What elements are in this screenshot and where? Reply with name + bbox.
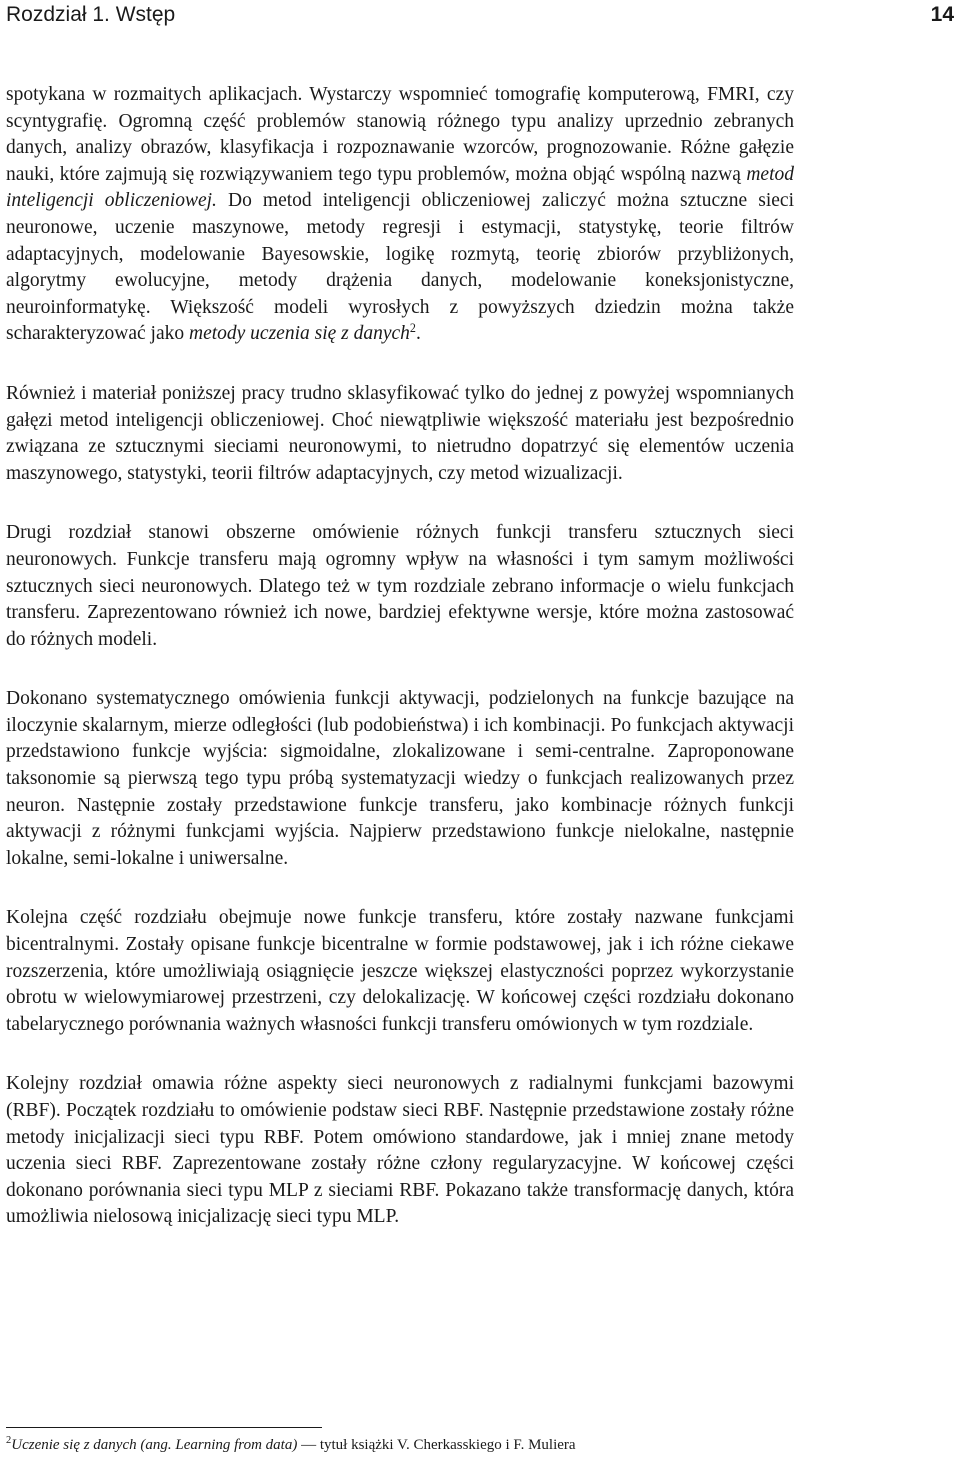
paragraph-1-part-c: . xyxy=(415,323,421,345)
paragraph-4: Dokonano systematycznego omówienia funkcji aktywacji, podzielonych na funkcje bazujące na iloczynie skalarnym, mierze odległości (lub podobieństwa) i ich kombinacji. Po funkcjach aktywacji przedstawiono funkcje wyjścia: sigmoidalne, zlokalizowane i semi-centralne. Zaproponowane taksonomie są pierwszą tego typu próbą systematyzacji wiedzy o funkcjach realizowanych przez neuron. Następnie zostały przedstawione funkcje transferu, jako kombinacje różnych funkcji aktywacji z różnymi funkcjami wyjścia. Najpierw przedstawiono funkcje nielokalne, następnie lokalne, semi-lokalne i uniwersalne. xyxy=(6,688,794,869)
paragraph-3: Drugi rozdział stanowi obszerne omówienie różnych funkcji transferu sztucznych sieci neuronowych. Funkcje transferu mają ogromny wpływ na własności i tym samym możliwości sztucznych sieci neuronowych. Dlatego też w tym rozdziale zebrano informacje o wielu funkcjach transferu. Zaprezentowano również ich nowe, bardziej efektywne wersje, które można zastosować do różnych modeli. xyxy=(6,522,794,650)
paragraph-1-part-b: Do metod inteligencji obliczeniowej zaliczyć można sztuczne sieci neuronowe, uczenie maszynowe, metody regresji i estymacji, statystykę, teorie filtrów adaptacyjnych, modelowanie Bayesowskie, logikę rozmytą, teorię zbiorów przybliżonych, algorytmy ewolucyjne, metody drążenia danych, modelowanie koneksjonistyczne, neuroinformatykę. Większość modeli wyrosłych z powyższych dziedzin można także scharakteryzować jako xyxy=(6,190,794,345)
page-number: 14 xyxy=(930,3,954,26)
term-learning-from-data: metody uczenia się z danych xyxy=(188,323,410,345)
footnote-divider xyxy=(6,1427,322,1428)
paragraph-2: Również i materiał poniższej pracy trudno sklasyfikować tylko do jednej z powyżej wspomnianych gałęzi metod inteligencji obliczeniowej. Choć niewątpliwie większość materiału jest bezpośrednio związana ze sztucznymi sieciami neuronowymi, to nietrudno dopatrzyć się elementów uczenia maszynowego, statystyki, teorii filtrów adaptacyjnych, czy metod wizualizacji. xyxy=(6,382,794,484)
footnote-reference: 2 xyxy=(409,321,416,336)
footnote xyxy=(6,1436,926,1454)
chapter-title: Rozdział 1. Wstęp xyxy=(6,3,176,26)
footnote-text: — tytuł książki V. Cherkasskiego i F. Muliera xyxy=(297,1437,576,1453)
page-header xyxy=(6,2,954,28)
footnote-title: Uczenie się z danych (ang. Learning from data) xyxy=(11,1437,298,1453)
paragraph-5: Kolejna część rozdziału obejmuje nowe funkcje transferu, które zostały nazwane funkcjami bicentralnymi. Zostały opisane funkcje bicentralne w formie podstawowej, jak i ich różne ciekawe rozszerzenia, które umożliwiają osiągnięcie jeszcze większej elastyczności poprzez wykorzystanie obrotu w wielowymiarowej przestrzeni, czy delokalizację. W końcowej części rozdziału dokonano tabelarycznego porównania ważnych własności funkcji transferu omówionych w tym rozdziale. xyxy=(6,907,794,1035)
footnote-mark: 2 xyxy=(6,1435,12,1447)
paragraph-1 xyxy=(6,82,794,348)
term-computational-intelligence: metod inteligencji obliczeniowej. xyxy=(6,163,794,212)
paragraph-1-part-a: spotykana w rozmaitych aplikacjach. Wystarczy wspomnieć tomografię komputerową, FMRI, czy scyntygrafię. Ogromną część problemów stanowią różnego typu analizy uprzednio zebranych danych, analizy obrazów, klasyfikacja i rozpoznawanie wzorców, prognozowanie. Różne gałęzie nauki, które zajmują się rozwiązywaniem tego typu problemów, można objąć wspólną nazwą xyxy=(6,84,794,185)
body-text xyxy=(6,82,794,1231)
paragraph-6: Kolejny rozdział omawia różne aspekty sieci neuronowych z radialnymi funkcjami bazowymi (RBF). Początek rozdziału to omówienie podstaw sieci RBF. Następnie przedstawione zostały różne metody inicjalizacji sieci typu RBF. Potem omówiono standardowe, jak i mniej znane metody uczenia sieci RBF. Zaprezentowane zostały różne człony regularyzacyjne. W końcowej części dokonano porównania sieci typu MLP z sieciami RBF. Pokazano także transformację danych, która umożliwia nielosową inicjalizację sieci typu MLP. xyxy=(6,1073,794,1228)
